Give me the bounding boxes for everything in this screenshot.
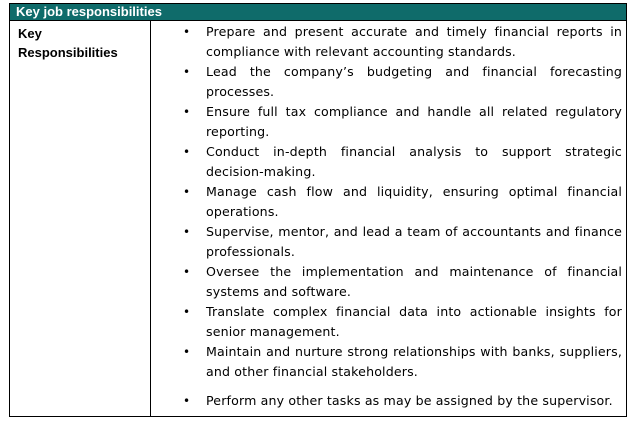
list-item [151, 62, 626, 102]
responsibilities-table [9, 3, 627, 417]
list-item-text: Prepare and present accurate and timely financial reports in compliance with relevant accounting standards. [206, 24, 622, 59]
list-item [151, 262, 626, 302]
list-item-text: Manage cash flow and liquidity, ensuring optimal financial operations. [206, 184, 622, 219]
list-item-text: Oversee the implementation and maintenance of financial systems and software. [206, 264, 622, 299]
responsibilities-list [151, 21, 626, 411]
label-cell [10, 21, 151, 416]
list-item-text: Perform any other tasks as may be assigned by the supervisor. [206, 393, 613, 408]
bullet-icon: • [183, 265, 191, 279]
bullet-icon: • [183, 394, 191, 408]
bullet-icon: • [183, 105, 191, 119]
list-item [151, 142, 626, 182]
bullet-icon: • [183, 185, 191, 199]
bullet-icon: • [183, 145, 191, 159]
bullet-icon: • [183, 305, 191, 319]
bullet-icon: • [183, 225, 191, 239]
list-item [151, 391, 626, 411]
bullet-icon: • [183, 25, 191, 39]
content-cell [151, 21, 626, 416]
list-item [151, 222, 626, 262]
list-item-text: Supervise, mentor, and lead a team of accountants and finance professionals. [206, 224, 622, 259]
list-item-text: Lead the company’s budgeting and financial forecasting processes. [206, 64, 622, 99]
list-item [151, 342, 626, 382]
list-item-text: Ensure full tax compliance and handle all related regulatory reporting. [206, 104, 622, 139]
list-item-text: Maintain and nurture strong relationships with banks, suppliers, and other financial stakeholders. [206, 344, 622, 379]
list-item-text: Translate complex financial data into actionable insights for senior management. [206, 304, 622, 339]
list-item [151, 302, 626, 342]
list-item [151, 22, 626, 62]
list-item [151, 182, 626, 222]
table-header: Key job responsibilities [10, 4, 626, 21]
bullet-icon: • [183, 65, 191, 79]
list-item [151, 102, 626, 142]
label-line-responsibilities: Responsibilities [18, 45, 118, 60]
bullet-icon: • [183, 345, 191, 359]
label-line-key: Key [18, 26, 42, 41]
list-item-text: Conduct in-depth financial analysis to support strategic decision-making. [206, 144, 622, 179]
